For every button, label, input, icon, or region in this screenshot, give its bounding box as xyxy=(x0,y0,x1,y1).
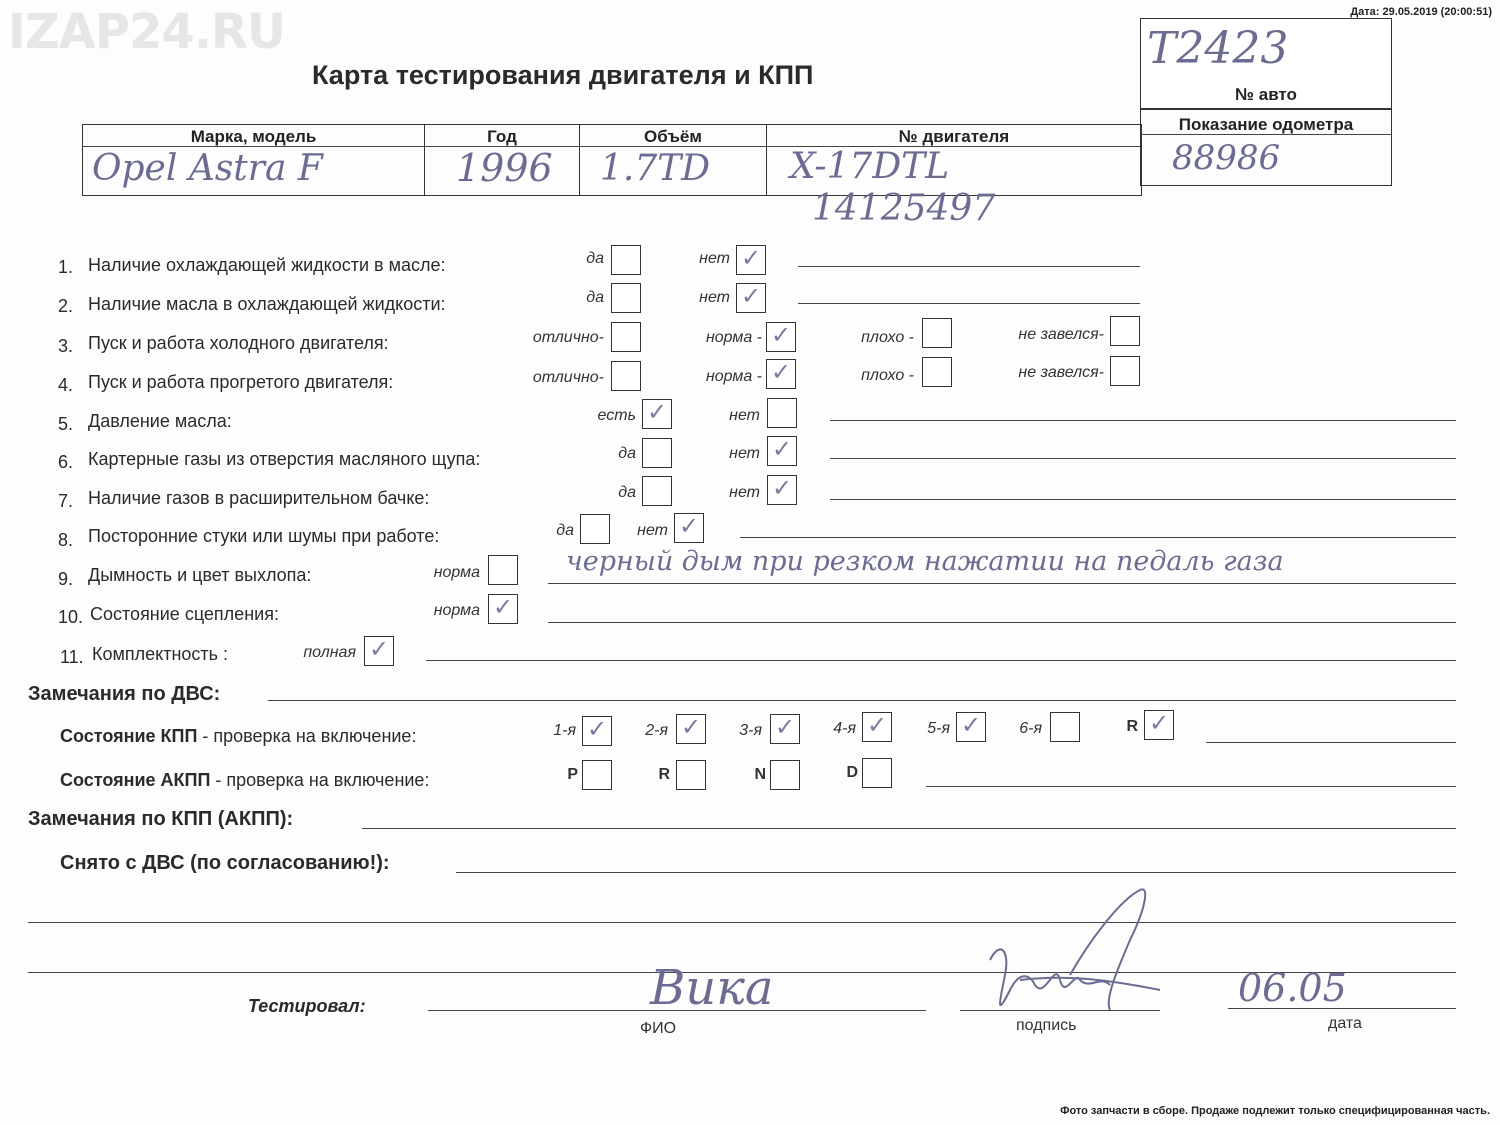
tester-signature xyxy=(960,880,1180,1030)
check-mark-icon: ✓ xyxy=(741,282,762,310)
gear-6-checkbox[interactable] xyxy=(1050,712,1080,742)
tester-name-line xyxy=(428,1010,926,1011)
item-2-opt-yes-label: да xyxy=(586,289,604,306)
item-4-opt-bad-label: плохо - xyxy=(861,367,914,384)
signature-caption: подпись xyxy=(1016,1017,1077,1034)
header-value-year: 1996 xyxy=(456,146,553,190)
gearbox-label xyxy=(60,726,416,747)
item-5-number: 5. xyxy=(58,414,74,434)
gear-5-checkbox[interactable] xyxy=(956,712,986,742)
check-mark-icon: ✓ xyxy=(772,435,793,463)
item-6-number: 6. xyxy=(58,452,74,472)
check-mark-icon: ✓ xyxy=(493,593,514,621)
item-10-number: 10. xyxy=(58,607,84,627)
auto-gearbox-notes-line xyxy=(926,786,1456,787)
item-7-label: Наличие газов в расширительном бачке: xyxy=(88,488,430,508)
header-label-volume: Объём xyxy=(644,127,702,146)
header-value-volume: 1.7TD xyxy=(600,148,711,189)
site-watermark: IZAP24.RU xyxy=(8,4,285,60)
check-mark-icon: ✓ xyxy=(681,713,702,741)
item-6-notes-line xyxy=(830,458,1456,459)
car-number-label: № авто xyxy=(1235,85,1297,104)
form-title: Карта тестирования двигателя и КПП xyxy=(312,60,814,90)
gear-r-label: R xyxy=(1126,718,1138,735)
item-2-checkbox-no[interactable] xyxy=(736,283,766,313)
odometer-divider xyxy=(1140,134,1392,135)
item-10-opt-normal-label: норма xyxy=(433,602,480,619)
item-1-number: 1. xyxy=(58,257,74,277)
header-divider xyxy=(82,146,1140,147)
header-label-odometer: Показание одометра xyxy=(1178,115,1354,134)
date-stamp: Дата: 29.05.2019 (20:00:51) xyxy=(1350,6,1492,18)
check-mark-icon: ✓ xyxy=(961,711,982,739)
item-7-opt-no-label: нет xyxy=(729,484,760,501)
auto-d-checkbox[interactable] xyxy=(862,758,892,788)
item-1-notes-line xyxy=(798,266,1140,267)
gear-3-label: 3-я xyxy=(739,722,762,739)
item-10-label: Состояние сцепления: xyxy=(90,604,279,624)
item-4-opt-normal-label: норма - xyxy=(705,368,762,385)
item-1-label: Наличие охлаждающей жидкости в масле: xyxy=(88,255,446,275)
removed-line-1 xyxy=(456,872,1456,873)
header-value-odometer: 88986 xyxy=(1172,138,1281,178)
gearbox-remarks-line xyxy=(362,828,1456,829)
auto-p-checkbox[interactable] xyxy=(582,760,612,790)
item-4-checkbox-bad[interactable] xyxy=(922,357,952,387)
check-mark-icon: ✓ xyxy=(867,711,888,739)
removed-label-bold: Снято с ДВС xyxy=(60,852,185,874)
item-3-label: Пуск и работа холодного двигателя: xyxy=(88,333,389,353)
engine-serial-number: 14125497 xyxy=(812,188,996,229)
check-mark-icon: ✓ xyxy=(772,474,793,502)
tested-by-label: Тестировал: xyxy=(248,996,366,1016)
check-mark-icon: ✓ xyxy=(771,358,792,386)
item-4-number: 4. xyxy=(58,375,74,395)
item-9-opt-normal-label: норма xyxy=(433,564,480,581)
item-11-opt-full-label: полная xyxy=(303,644,356,661)
auto-p-label: P xyxy=(567,766,578,783)
item-6-checkbox-yes[interactable] xyxy=(642,438,672,468)
item-3-checkbox-normal[interactable] xyxy=(766,322,796,352)
gear-1-label: 1-я xyxy=(553,722,576,739)
auto-n-label: N xyxy=(754,766,766,783)
gear-4-checkbox[interactable] xyxy=(862,712,892,742)
item-2-number: 2. xyxy=(58,296,74,316)
test-date-handwritten: 06.05 xyxy=(1238,966,1347,1010)
car-number-box xyxy=(1140,18,1392,110)
header-label-engine: № двигателя xyxy=(898,127,1010,146)
date-caption: дата xyxy=(1328,1015,1362,1032)
item-8-label: Посторонние стуки или шумы при работе: xyxy=(88,526,440,546)
item-11-label: Комплектность : xyxy=(92,644,229,664)
gearbox-notes-line xyxy=(1206,742,1456,743)
item-5-label: Давление масла: xyxy=(88,411,232,431)
item-7-notes-line xyxy=(830,499,1456,500)
item-3-opt-excellent-label: отлично- xyxy=(532,329,604,346)
item-2-opt-no-label: нет xyxy=(699,289,730,306)
gearbox-label-rest: - проверка на включение: xyxy=(197,726,417,746)
item-8-opt-yes-label: да xyxy=(556,522,574,539)
header-label-model: Марка, модель xyxy=(190,127,317,146)
item-6-opt-no-label: нет xyxy=(729,445,760,462)
item-4-opt-no-start-label: не завелся- xyxy=(1018,364,1104,381)
item-8-notes-line xyxy=(740,537,1456,538)
item-11-notes-line xyxy=(426,660,1456,661)
auto-r-checkbox[interactable] xyxy=(676,760,706,790)
tester-name-handwritten: Вика xyxy=(650,960,774,1016)
item-9-label: Дымность и цвет выхлопа: xyxy=(88,565,312,585)
item-1-opt-yes-label: да xyxy=(586,250,604,267)
auto-d-label: D xyxy=(846,764,858,781)
item-3-opt-no-start-label: не завелся- xyxy=(1018,326,1104,343)
gear-2-checkbox[interactable] xyxy=(676,714,706,744)
item-10-checkbox-normal[interactable] xyxy=(488,594,518,624)
check-mark-icon: ✓ xyxy=(647,398,668,426)
item-7-opt-yes-label: да xyxy=(618,484,636,501)
gear-6-label: 6-я xyxy=(1019,720,1042,737)
ice-remarks-line xyxy=(268,700,1456,701)
item-8-checkbox-no[interactable] xyxy=(674,513,704,543)
removed-line-2 xyxy=(28,922,1456,923)
auto-n-checkbox[interactable] xyxy=(770,760,800,790)
item-5-opt-yes-label: есть xyxy=(597,407,636,424)
item-10-notes-line xyxy=(548,622,1456,623)
item-2-label: Наличие масла в охлаждающей жидкости: xyxy=(88,294,446,314)
check-mark-icon: ✓ xyxy=(587,715,608,743)
check-mark-icon: ✓ xyxy=(775,713,796,741)
item-11-number: 11. xyxy=(60,647,84,667)
gearbox-label-bold: Состояние КПП xyxy=(60,726,198,746)
footer-disclaimer: Фото запчасти в сборе. Продаже подлежит только специфицированная часть. xyxy=(1060,1105,1490,1117)
name-caption: ФИО xyxy=(640,1020,677,1037)
gear-1-checkbox[interactable] xyxy=(582,716,612,746)
item-9-notes-line xyxy=(548,583,1456,584)
item-2-checkbox-yes[interactable] xyxy=(611,283,641,313)
gear-5-label: 5-я xyxy=(927,720,950,737)
item-9-number: 9. xyxy=(58,569,74,589)
check-mark-icon: ✓ xyxy=(741,244,762,272)
item-4-checkbox-excellent[interactable] xyxy=(611,361,641,391)
header-value-engine: X-17DTL xyxy=(790,146,950,187)
item-4-checkbox-no-start[interactable] xyxy=(1110,356,1140,386)
auto-gearbox-label-bold: Состояние АКПП xyxy=(60,770,211,790)
removed-from-ice-label xyxy=(60,852,390,875)
check-mark-icon: ✓ xyxy=(369,635,390,663)
item-11-checkbox-full[interactable] xyxy=(364,636,394,666)
item-3-checkbox-excellent[interactable] xyxy=(611,322,641,352)
auto-gearbox-label xyxy=(60,770,429,791)
item-5-notes-line xyxy=(830,420,1456,421)
item-4-label: Пуск и работа прогретого двигателя: xyxy=(88,372,394,392)
gearbox-remarks-label: Замечания по КПП (АКПП): xyxy=(28,808,294,830)
item-7-checkbox-yes[interactable] xyxy=(642,476,672,506)
item-8-opt-no-label: нет xyxy=(637,522,668,539)
date-line xyxy=(1228,1008,1456,1009)
item-8-checkbox-yes[interactable] xyxy=(580,514,610,544)
item-5-opt-no-label: нет xyxy=(729,407,760,424)
gear-4-label: 4-я xyxy=(833,720,856,737)
gear-3-checkbox[interactable] xyxy=(770,714,800,744)
item-4-opt-excellent-label: отлично- xyxy=(532,369,604,386)
item-5-checkbox-yes[interactable] xyxy=(642,399,672,429)
item-1-checkbox-yes[interactable] xyxy=(611,245,641,275)
item-2-notes-line xyxy=(798,303,1140,304)
item-6-opt-yes-label: да xyxy=(618,445,636,462)
check-mark-icon: ✓ xyxy=(679,512,700,540)
item-3-checkbox-bad[interactable] xyxy=(922,318,952,348)
item-3-checkbox-no-start[interactable] xyxy=(1110,316,1140,346)
removed-label-rest: (по согласованию!): xyxy=(184,852,390,874)
auto-r-label: R xyxy=(658,766,670,783)
item-6-label: Картерные газы из отверстия масляного щупа: xyxy=(88,449,481,469)
header-value-model: Opel Astra F xyxy=(92,148,323,189)
gear-r-checkbox[interactable] xyxy=(1144,710,1174,740)
item-9-handwritten-note: черный дым при резком нажатии на педаль газа xyxy=(566,546,1284,577)
item-3-opt-bad-label: плохо - xyxy=(861,329,914,346)
item-3-number: 3. xyxy=(58,336,74,356)
item-5-checkbox-no[interactable] xyxy=(767,398,797,428)
item-7-checkbox-no[interactable] xyxy=(767,475,797,505)
header-label-year: Год xyxy=(487,127,517,146)
ice-remarks-label: Замечания по ДВС: xyxy=(28,683,221,705)
check-mark-icon: ✓ xyxy=(771,321,792,349)
item-4-checkbox-normal[interactable] xyxy=(766,359,796,389)
item-8-number: 8. xyxy=(58,530,74,550)
item-6-checkbox-no[interactable] xyxy=(767,436,797,466)
car-number-value: T2423 xyxy=(1147,23,1289,74)
auto-gearbox-label-rest: - проверка на включение: xyxy=(210,770,430,790)
item-7-number: 7. xyxy=(58,491,74,511)
item-9-checkbox-normal[interactable] xyxy=(488,555,518,585)
gear-2-label: 2-я xyxy=(645,722,668,739)
item-3-opt-normal-label: норма - xyxy=(705,329,762,346)
item-1-opt-no-label: нет xyxy=(699,250,730,267)
check-mark-icon: ✓ xyxy=(1149,709,1170,737)
item-1-checkbox-no[interactable] xyxy=(736,245,766,275)
signature-line xyxy=(960,1010,1160,1011)
